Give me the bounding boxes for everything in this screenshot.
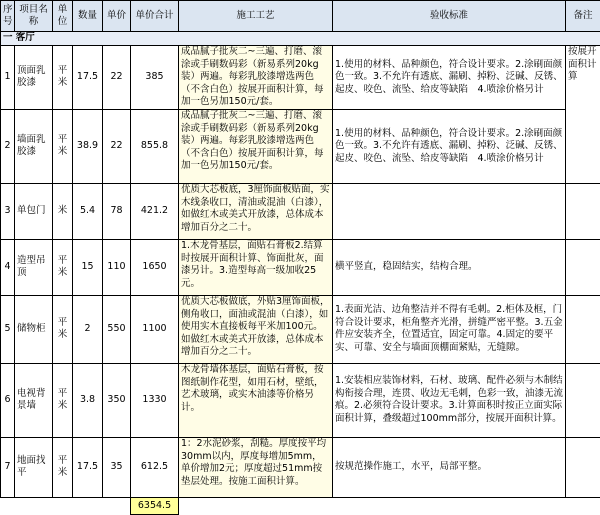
header-note: 备注 bbox=[566, 1, 600, 32]
row-standard: 1.表面光洁、边角整洁并不得有毛刺。2.柜体及框，门符合设计要求，柜角整齐光滑，拼缝严密平整。3.五金件应安装齐全，位置适宜，固定可靠。4.固定的要平实、可靠、安全与墙面顶棚面紧贴，无缝隙。 bbox=[333, 295, 566, 363]
row-qty: 15 bbox=[73, 239, 103, 295]
row-name: 顶面乳胶漆 bbox=[15, 46, 53, 110]
table-row bbox=[1, 109, 600, 183]
row-qty: 5.4 bbox=[73, 183, 103, 239]
row-qty: 2 bbox=[73, 295, 103, 363]
row-total: 855.8 bbox=[131, 109, 179, 183]
row-price: 22 bbox=[103, 109, 131, 183]
row-standard: 1.使用的材料、品种颜色，符合设计要求。2.涂刷面颜色一致。3.不允许有透底、漏刷、掉粉、泛碱、反锈、起皮、咬色、流坠、给皮等缺陷 4.喷涂价格另计 bbox=[333, 109, 566, 183]
row-total: 1100 bbox=[131, 295, 179, 363]
header-standard: 验收标准 bbox=[333, 1, 566, 32]
row-qty: 17.5 bbox=[73, 437, 103, 497]
row-price: 78 bbox=[103, 183, 131, 239]
row-standard: 横平竖直，稳固结实，结构合理。 bbox=[333, 239, 566, 295]
row-total: 612.5 bbox=[131, 437, 179, 497]
row-unit: 米 bbox=[53, 183, 73, 239]
row-no: 4 bbox=[1, 239, 15, 295]
row-no: 5 bbox=[1, 295, 15, 363]
header-price: 单价 bbox=[103, 1, 131, 32]
table-row bbox=[1, 295, 600, 363]
total-spacer bbox=[1, 497, 131, 514]
row-qty: 3.8 bbox=[73, 363, 103, 437]
row-name: 储物柜 bbox=[15, 295, 53, 363]
row-unit: 平米 bbox=[53, 295, 73, 363]
row-unit: 平米 bbox=[53, 363, 73, 437]
header-craft: 施工工艺 bbox=[179, 1, 333, 32]
row-no: 1 bbox=[1, 46, 15, 110]
row-name: 造型吊顶 bbox=[15, 239, 53, 295]
header-total: 单价合计 bbox=[131, 1, 179, 32]
row-qty: 38.9 bbox=[73, 109, 103, 183]
row-price: 110 bbox=[103, 239, 131, 295]
table-row bbox=[1, 46, 600, 110]
row-total: 1330 bbox=[131, 363, 179, 437]
row-no: 3 bbox=[1, 183, 15, 239]
row-standard: 1.使用的材料、品种颜色，符合设计要求。2.涂刷面颜色一致。3.不允许有透底、漏刷、掉粉、泛碱、反锈、起皮、咬色、流坠、给皮等缺陷 4.喷涂价格另计 bbox=[333, 46, 566, 110]
row-no: 7 bbox=[1, 437, 15, 497]
row-craft: 1.木龙骨基层，面贴石膏板2.结算时按展开面积计算、饰面批灰，面漆另计。3.造型每高一级加收25元。 bbox=[179, 239, 333, 295]
row-price: 22 bbox=[103, 46, 131, 110]
header-unit: 单位 bbox=[53, 1, 73, 32]
row-note bbox=[566, 363, 600, 437]
row-standard: 1.安装相应装饰材料，石材、玻璃、配件必须与木制结构衔接合理，连贯、收边无毛刺，色彩一致，油漆无流痕。2.必须符合设计要求。3.计算面积时按正立面实际面积计算，叠级超过100mm部分，按展开面积计算。 bbox=[333, 363, 566, 437]
row-unit: 平米 bbox=[53, 46, 73, 110]
row-name: 单包门 bbox=[15, 183, 53, 239]
row-unit: 平米 bbox=[53, 437, 73, 497]
grand-total: 6354.5 bbox=[131, 497, 179, 514]
table-row bbox=[1, 183, 600, 239]
row-note bbox=[566, 239, 600, 295]
row-total: 1650 bbox=[131, 239, 179, 295]
total-row bbox=[1, 497, 600, 514]
row-price: 350 bbox=[103, 363, 131, 437]
row-total: 421.2 bbox=[131, 183, 179, 239]
row-note bbox=[566, 183, 600, 239]
total-spacer-right bbox=[179, 497, 600, 514]
row-note bbox=[566, 295, 600, 363]
row-craft: 成品腻子批灰二~三遍、打磨、滚涂或手刷数码彩（新易系列20kg装）两遍。每彩乳胶漆增选两色（不含白色）按展开面积计算，每加一色另加150元/套。 bbox=[179, 109, 333, 183]
row-name: 地面找平 bbox=[15, 437, 53, 497]
table-row bbox=[1, 239, 600, 295]
row-total: 385 bbox=[131, 46, 179, 110]
row-craft: 木龙骨墙体基层，面贴石膏板，按图纸制作花型，如用石材，壁纸，艺术玻璃，或实木油漆等价格另计。 bbox=[179, 363, 333, 437]
row-standard: 按规范操作施工，水平，局部平整。 bbox=[333, 437, 566, 497]
header-row bbox=[1, 1, 600, 32]
table-row bbox=[1, 437, 600, 497]
row-unit: 平米 bbox=[53, 239, 73, 295]
header-no: 序号 bbox=[1, 1, 15, 32]
row-craft: 成品腻子批灰二~三遍、打磨、滚涂或手刷数码彩（新易系列20kg装）两遍。每彩乳胶漆增选两色（不含白色）按展开面积计算，每加一色另加150元/套。 bbox=[179, 46, 333, 110]
row-name: 电视背景墙 bbox=[15, 363, 53, 437]
row-unit: 平米 bbox=[53, 109, 73, 183]
row-no: 2 bbox=[1, 109, 15, 183]
row-standard bbox=[333, 183, 566, 239]
header-qty: 数量 bbox=[73, 1, 103, 32]
row-craft: 1：2水泥砂浆，刮糙。厚度按平均30mm以内，厚度每增加5mm，单价增加2元；厚度超过51mm按垫层处理。按施工面积计算。 bbox=[179, 437, 333, 497]
row-no: 6 bbox=[1, 363, 15, 437]
row-qty: 17.5 bbox=[73, 46, 103, 110]
row-price: 35 bbox=[103, 437, 131, 497]
row-note bbox=[566, 437, 600, 497]
row-craft: 优质大芯板底，3厘饰面板贴面，实木线条收口，清油或混油（白漆），如做红木或美式开放漆，总体成本增加百分之二十。 bbox=[179, 183, 333, 239]
table-row bbox=[1, 363, 600, 437]
row-name: 墙面乳胶漆 bbox=[15, 109, 53, 183]
header-name: 项目名称 bbox=[15, 1, 53, 32]
section-title: 一 客厅 bbox=[1, 32, 600, 46]
row-price: 550 bbox=[103, 295, 131, 363]
row-note: 按展开面积计算 bbox=[566, 46, 600, 184]
row-craft: 优质大芯板做底，外贴3厘饰面板，侧角收口，面油或混油（白漆），如使用实木直接板每平米加100元。如做红木或美式开放漆，总体成本增加百分之二十。 bbox=[179, 295, 333, 363]
section-row bbox=[1, 32, 600, 46]
